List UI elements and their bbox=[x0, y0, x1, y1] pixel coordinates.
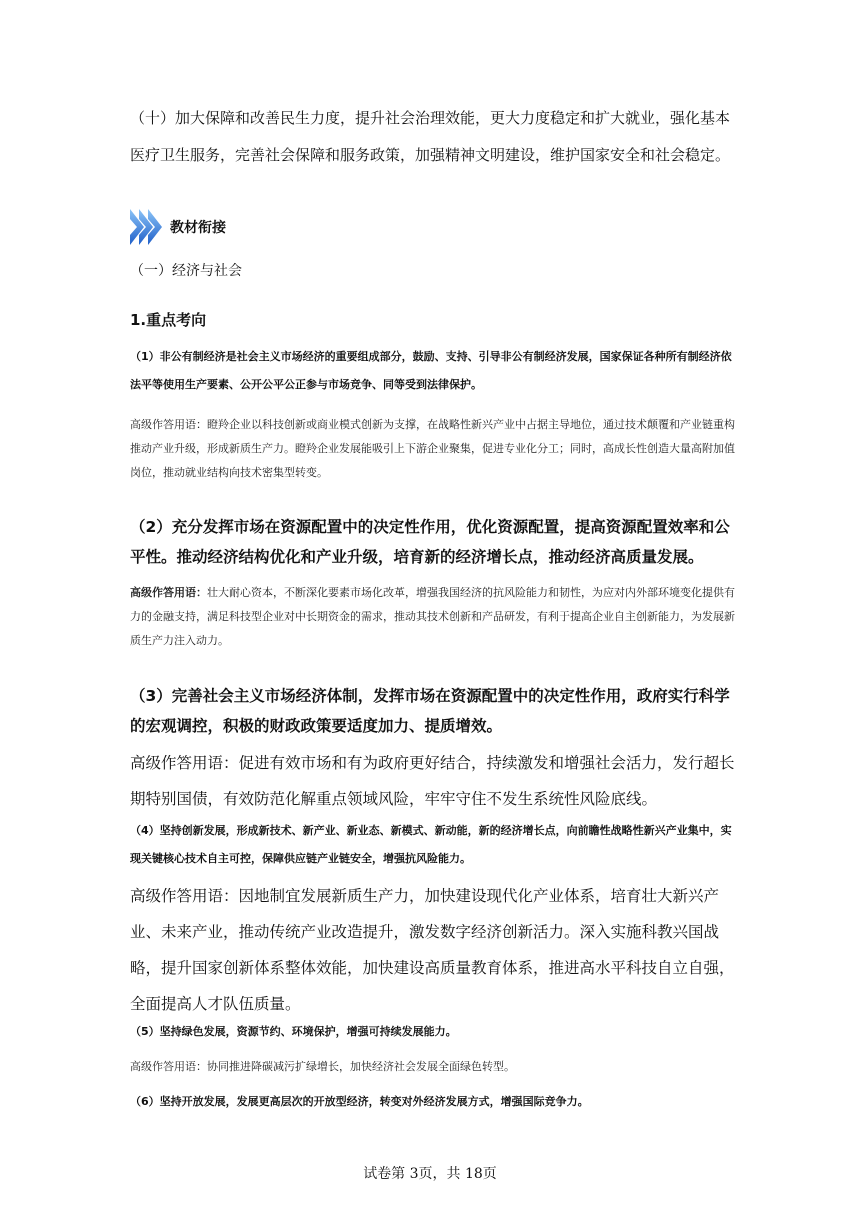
point-5-statement: （5）坚持绿色发展，资源节约、环境保护，增强可持续发展能力。 bbox=[130, 1025, 457, 1038]
section-subheading: 1.重点考向 bbox=[130, 311, 207, 329]
point-6-statement: （6）坚持开放发展，发展更高层次的开放型经济，转变对外经济发展方式，增强国际竞争力。 bbox=[130, 1095, 589, 1108]
answer-text: 协同推进降碳减污扩绿增长，加快经济社会发展全面绿色转型。 bbox=[207, 1060, 515, 1073]
point-1-answer bbox=[130, 413, 735, 485]
point-2-answer bbox=[130, 581, 735, 653]
answer-label: 高级作答用语： bbox=[130, 418, 207, 431]
point-3-statement: （3）完善社会主义市场经济体制，发挥市场在资源配置中的决定性作用，政府实行科学的宏观调控，积极的财政政策要适度加力、提质增效。 bbox=[130, 687, 730, 735]
answer-text: 因地制宜发展新质生产力，加快建设现代化产业体系，培育壮大新兴产业、未来产业，推动传统产业改造提升，激发数字经济创新活力。深入实施科教兴国战略，提升国家创新体系整体效能，加快建设高质量教育体系，推进高水平科技自立自强，全面提高人才队伍质量。 bbox=[130, 887, 735, 1013]
point-4-answer bbox=[130, 878, 735, 1022]
point-2-statement: （2）充分发挥市场在资源配置中的决定性作用，优化资源配置，提高资源配置效率和公平性。推动经济结构优化和产业升级，培育新的经济增长点，推动经济高质量发展。 bbox=[130, 518, 730, 566]
answer-text: 瞪羚企业以科技创新或商业模式创新为支撑，在战略性新兴产业中占据主导地位，通过技术颠覆和产业链重构推动产业升级，形成新质生产力。瞪羚企业发展能吸引上下游企业聚集，促进专业化分工；同时，高成长性创造大量高附加值岗位，推动就业结构向技术密集型转变。 bbox=[130, 418, 735, 479]
point-5-answer bbox=[130, 1055, 735, 1079]
section-title: 教材衔接 bbox=[170, 220, 226, 236]
double-chevron-right-icon bbox=[130, 207, 164, 247]
page-footer: 试卷第 3页，共 18页 bbox=[363, 1166, 497, 1182]
section-heading bbox=[130, 207, 226, 247]
answer-label: 高级作答用语： bbox=[130, 586, 207, 599]
answer-label: 高级作答用语： bbox=[130, 1060, 207, 1073]
answer-label: 高级作答用语： bbox=[130, 887, 239, 905]
answer-text: 促进有效市场和有为政府更好结合，持续激发和增强社会活力，发行超长期特别国债，有效防范化解重点领域风险，牢牢守住不发生系统性风险底线。 bbox=[130, 754, 735, 808]
point-4-statement: （4）坚持创新发展，形成新技术、新产业、新业态、新模式、新动能，新的经济增长点，向前瞻性战略性新兴产业集中，实现关键核心技术自主可控，保障供应链产业链安全，增强抗风险能力。 bbox=[130, 824, 732, 865]
point-3-answer bbox=[130, 745, 735, 817]
answer-label: 高级作答用语： bbox=[130, 754, 239, 772]
answer-text: 壮大耐心资本，不断深化要素市场化改革，增强我国经济的抗风险能力和韧性，为应对内外部环境变化提供有力的金融支持，满足科技型企业对中长期资金的需求，推动其技术创新和产品研发，有利于提高企业自主创新能力，为发展新质生产力注入动力。 bbox=[130, 586, 735, 647]
intro-paragraph: （十）加大保障和改善民生力度，提升社会治理效能，更大力度稳定和扩大就业，强化基本医疗卫生服务，完善社会保障和服务政策，加强精神文明建设，维护国家安全和社会稳定。 bbox=[130, 109, 731, 164]
section-subtitle: （一）经济与社会 bbox=[130, 263, 242, 279]
point-1-statement: （1）非公有制经济是社会主义市场经济的重要组成部分，鼓励、支持、引导非公有制经济发展，国家保证各种所有制经济依法平等使用生产要素、公开公平公正参与市场竞争、同等受到法律保护。 bbox=[130, 350, 732, 391]
